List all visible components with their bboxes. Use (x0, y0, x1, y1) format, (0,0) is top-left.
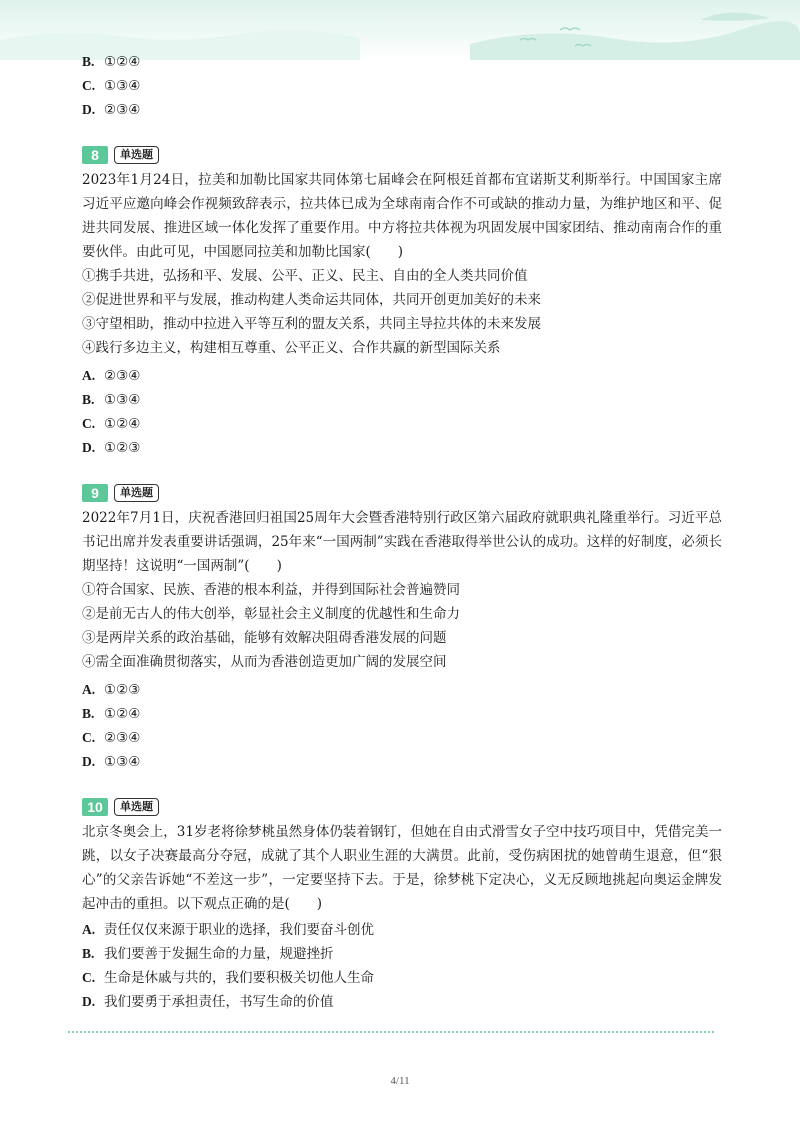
statement-1: ①携手共进，弘扬和平、发展、公平、正义、民主、自由的全人类共同价值 (82, 268, 528, 284)
option-b[interactable]: B. ①②④ (82, 54, 141, 70)
question-stem: 2023年1月24日，拉美和加勒比国家共同体第七届峰会在阿根廷首都布宜诺斯艾利斯举行。中国国家主席习近平应邀向峰会作视频致辞表示，拉共体已成为全球南南合作不可或缺的推动力量，为维护地区和平、促进共同发展、推进区域一体化发挥了重要作用。中方将拉共体视为巩固发展中国家团结、推动南南合作的重要伙伴。由此可见，中国愿同拉美和加勒比国家( ) (82, 172, 722, 260)
option-a[interactable]: A. 责任仅仅来源于职业的选择，我们要奋斗创优 (82, 922, 374, 938)
statement-2: ②是前无古人的伟大创举，彰显社会主义制度的优越性和生命力 (82, 606, 460, 622)
option-c[interactable]: C. ①③④ (82, 78, 141, 94)
option-d[interactable]: D. ①②③ (82, 440, 141, 456)
question-header (82, 482, 722, 504)
top-options (82, 50, 722, 122)
statement-3: ③守望相助，推动中拉进入平等互利的盟友关系，共同主导拉共体的未来发展 (82, 316, 541, 332)
question-8 (82, 144, 722, 460)
statement-4: ④需全面准确贯彻落实，从而为香港创造更加广阔的发展空间 (82, 654, 447, 670)
question-stem: 北京冬奥会上，31岁老将徐梦桃虽然身体仍装着钢钉，但她在自由式滑雪女子空中技巧项目中，凭借完美一跳，以女子决赛最高分夺冠，成就了其个人职业生涯的大满贯。此前，受伤病困扰的她曾萌生退意，但“狠心”的父亲告诉她“不差这一步”，一定要坚持下去。于是，徐梦桃下定决心，义无反顾地挑起向奥运金牌发起冲击的重担。以下观点正确的是( ) (82, 824, 722, 912)
statement-3: ③是两岸关系的政治基础，能够有效解决阻碍香港发展的问题 (82, 630, 447, 646)
option-a[interactable]: A. ①②③ (82, 682, 141, 698)
option-b[interactable]: B. 我们要善于发掘生命的力量，规避挫折 (82, 946, 334, 962)
question-number-badge: 9 (82, 484, 108, 502)
option-b[interactable]: B. ①③④ (82, 392, 141, 408)
footer-divider (68, 1031, 714, 1033)
option-a[interactable]: A. ②③④ (82, 368, 141, 384)
question-header (82, 796, 722, 818)
statement-2: ②促进世界和平与发展，推动构建人类命运共同体，共同开创更加美好的未来 (82, 292, 541, 308)
option-d[interactable]: D. 我们要勇于承担责任，书写生命的价值 (82, 994, 334, 1010)
statement-4: ④践行多边主义，构建相互尊重、公平正义、合作共赢的新型国际关系 (82, 340, 501, 356)
option-c[interactable]: C. ①②④ (82, 416, 141, 432)
question-10 (82, 796, 722, 1014)
option-d[interactable]: D. ②③④ (82, 102, 141, 118)
statement-1: ①符合国家、民族、香港的根本利益，并得到国际社会普遍赞同 (82, 582, 460, 598)
question-9 (82, 482, 722, 774)
option-c[interactable]: C. 生命是休戚与共的，我们要积极关切他人生命 (82, 970, 374, 986)
question-type-badge: 单选题 (114, 798, 159, 816)
question-header (82, 144, 722, 166)
question-number-badge: 8 (82, 146, 108, 164)
question-type-badge: 单选题 (114, 484, 159, 502)
option-d[interactable]: D. ①③④ (82, 754, 141, 770)
page-number: 4/11 (390, 1075, 410, 1087)
option-c[interactable]: C. ②③④ (82, 730, 141, 746)
question-stem: 2022年7月1日，庆祝香港回归祖国25周年大会暨香港特别行政区第六届政府就职典礼隆重举行。习近平总书记出席并发表重要讲话强调，25年来“一国两制”实践在香港取得举世公认的成功。这样的好制度，必须长期坚持！这说明“一国两制”( ) (82, 510, 722, 574)
question-type-badge: 单选题 (114, 146, 159, 164)
page-content (82, 50, 722, 1014)
option-b[interactable]: B. ①②④ (82, 706, 141, 722)
question-number-badge: 10 (82, 798, 108, 816)
